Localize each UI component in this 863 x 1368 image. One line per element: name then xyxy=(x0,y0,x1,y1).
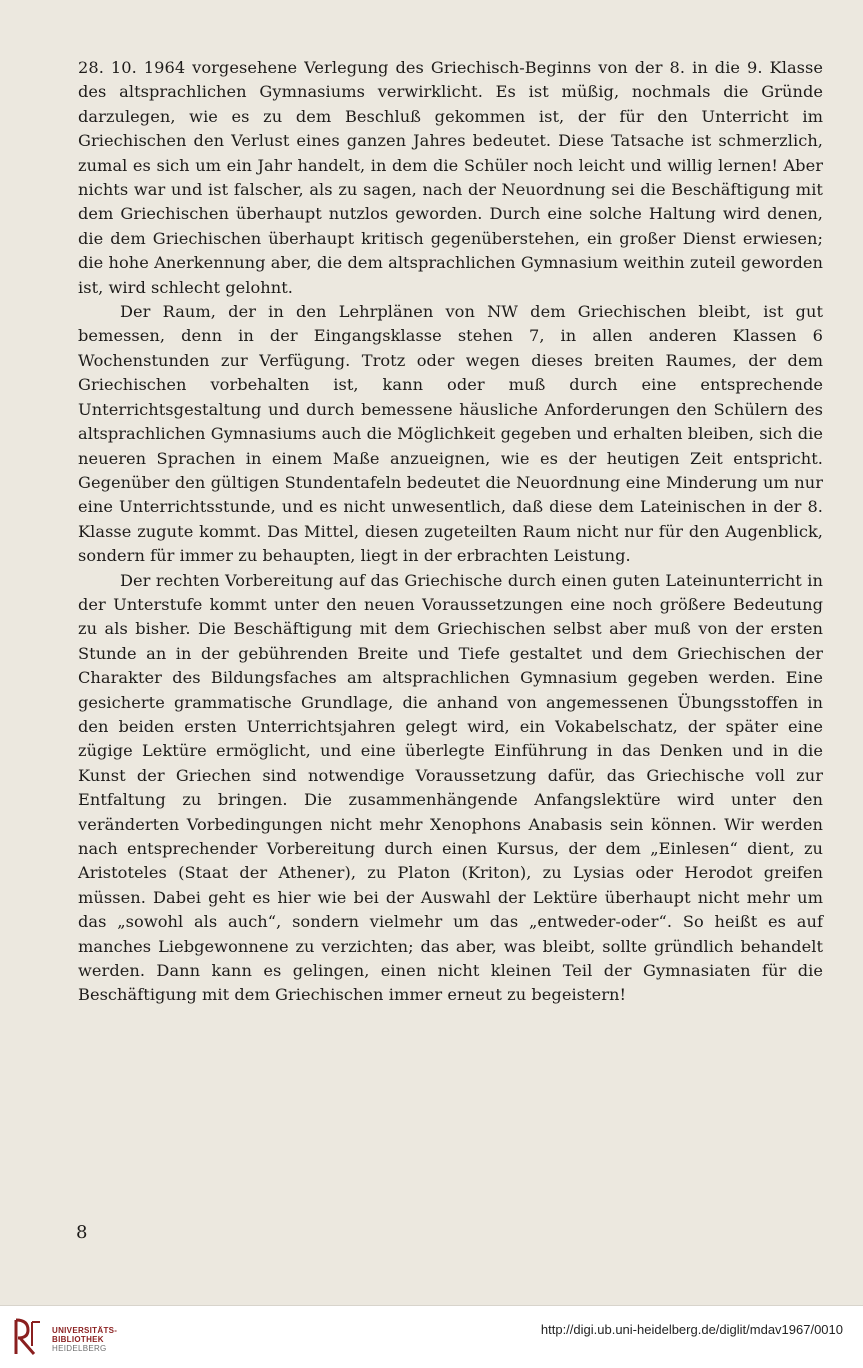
paragraph-3: Der rechten Vorbereitung auf das Griechische durch einen guten Lateinunterricht in der Unterstufe kommt unter den neuen Voraussetzungen eine noch größere Bedeutung zu als bisher. Die Beschäftigung mit dem Griechischen selbst aber muß von der ersten Stunde an in der gebührenden Breite und Tiefe gestaltet und dem Griechischen der Charakter des Bildungsfaches am altsprachlichen Gymnasium gegeben werden. Eine gesicherte grammatische Grundlage, die anhand von angemessenen Übungsstoffen in den beiden ersten Unterrichtsjahren gelegt wird, ein Vokabelschatz, der später eine zügige Lektüre ermöglicht, und eine überlegte Einführung in das Denken und in die Kunst der Griechen sind notwendige Voraussetzung dafür, das Griechische voll zur Entfaltung zu bringen. Die zusammenhängende Anfangslektüre wird unter den veränderten Vorbedingungen nicht mehr Xenophons Anabasis sein können. Wir werden nach entsprechender Vorbereitung durch einen Kursus, der dem „Einlesen“ dient, zu Aristoteles (Staat der Athener), zu Platon (Kriton), zu Lysias oder Herodot greifen müssen. Dabei geht es hier wie bei der Auswahl der Lektüre überhaupt nicht mehr um das „sowohl als auch“, sondern vielmehr um das „entweder-oder“. So heißt es auf manches Liebgewonnene zu verzichten; das aber, was bleibt, sollte gründlich behandelt werden. Dann kann es gelingen, einen nicht kleinen Teil der Gymnasiaten für die Beschäftigung mit dem Griechischen immer erneut zu begeistern! xyxy=(78,570,823,1005)
library-name-line-1: UNIVERSITÄTS- xyxy=(52,1326,118,1335)
permalink-url[interactable]: http://digi.ub.uni-heidelberg.de/diglit/mdav1967/0010 xyxy=(540,1322,843,1337)
library-name xyxy=(52,1326,117,1353)
page-number: 8 xyxy=(76,1222,88,1243)
library-name-line-3: HEIDELBERG xyxy=(52,1344,107,1353)
library-emblem-icon xyxy=(10,1316,44,1358)
library-name-line-2: BIBLIOTHEK xyxy=(52,1335,104,1344)
viewer-footer xyxy=(0,1305,863,1368)
library-logo[interactable] xyxy=(10,1316,130,1358)
paragraph-2: Der Raum, der in den Lehrplänen von NW dem Griechischen bleibt, ist gut bemessen, denn in der Eingangsklasse stehen 7, in allen anderen Klassen 6 Wochenstunden zur Verfügung. Trotz oder wegen dieses breiten Raumes, der dem Griechischen vorbehalten ist, kann oder muß durch eine entsprechende Unterrichtsgestaltung und durch bemessene häusliche Anforderungen den Schülern des altsprachlichen Gymnasiums auch die Möglichkeit gegeben und erhalten bleiben, sich die neueren Sprachen in einem Maße anzueignen, wie es der heutigen Zeit entspricht. Gegenüber den gültigen Stundentafeln bedeutet die Neuordnung eine Minderung um nur eine Unterrichtsstunde, und es nicht unwesentlich, daß diese dem Lateinischen in der 8. Klasse zugute kommt. Das Mittel, diesen zugeteilten Raum nicht nur für den Augenblick, sondern für immer zu behaupten, liegt in der erbrachten Leistung. xyxy=(78,302,823,566)
paragraph-1: 28. 10. 1964 vorgesehene Verlegung des Griechisch-Beginns von der 8. in die 9. Klasse des altsprachlichen Gymnasiums verwirklicht. Es ist müßig, nochmals die Gründe darzulegen, wie es zu dem Beschluß gekommen ist, der für den Unterricht im Griechischen den Verlust eines ganzen Jahres bedeutet. Diese Tatsache ist schmerzlich, zumal es sich um ein Jahr handelt, in dem die Schüler noch leicht und willig lernen! Aber nichts war und ist falscher, als zu sagen, nach der Neuordnung sei die Beschäftigung mit dem Griechischen überhaupt nutzlos geworden. Durch eine solche Haltung wird denen, die dem Griechischen überhaupt kritisch gegenüberstehen, ein großer Dienst erwiesen; die hohe Anerkennung aber, die dem altsprachlichen Gymnasium weithin zuteil geworden ist, wird schlecht gelohnt. xyxy=(78,58,823,297)
body-text xyxy=(78,56,823,1008)
